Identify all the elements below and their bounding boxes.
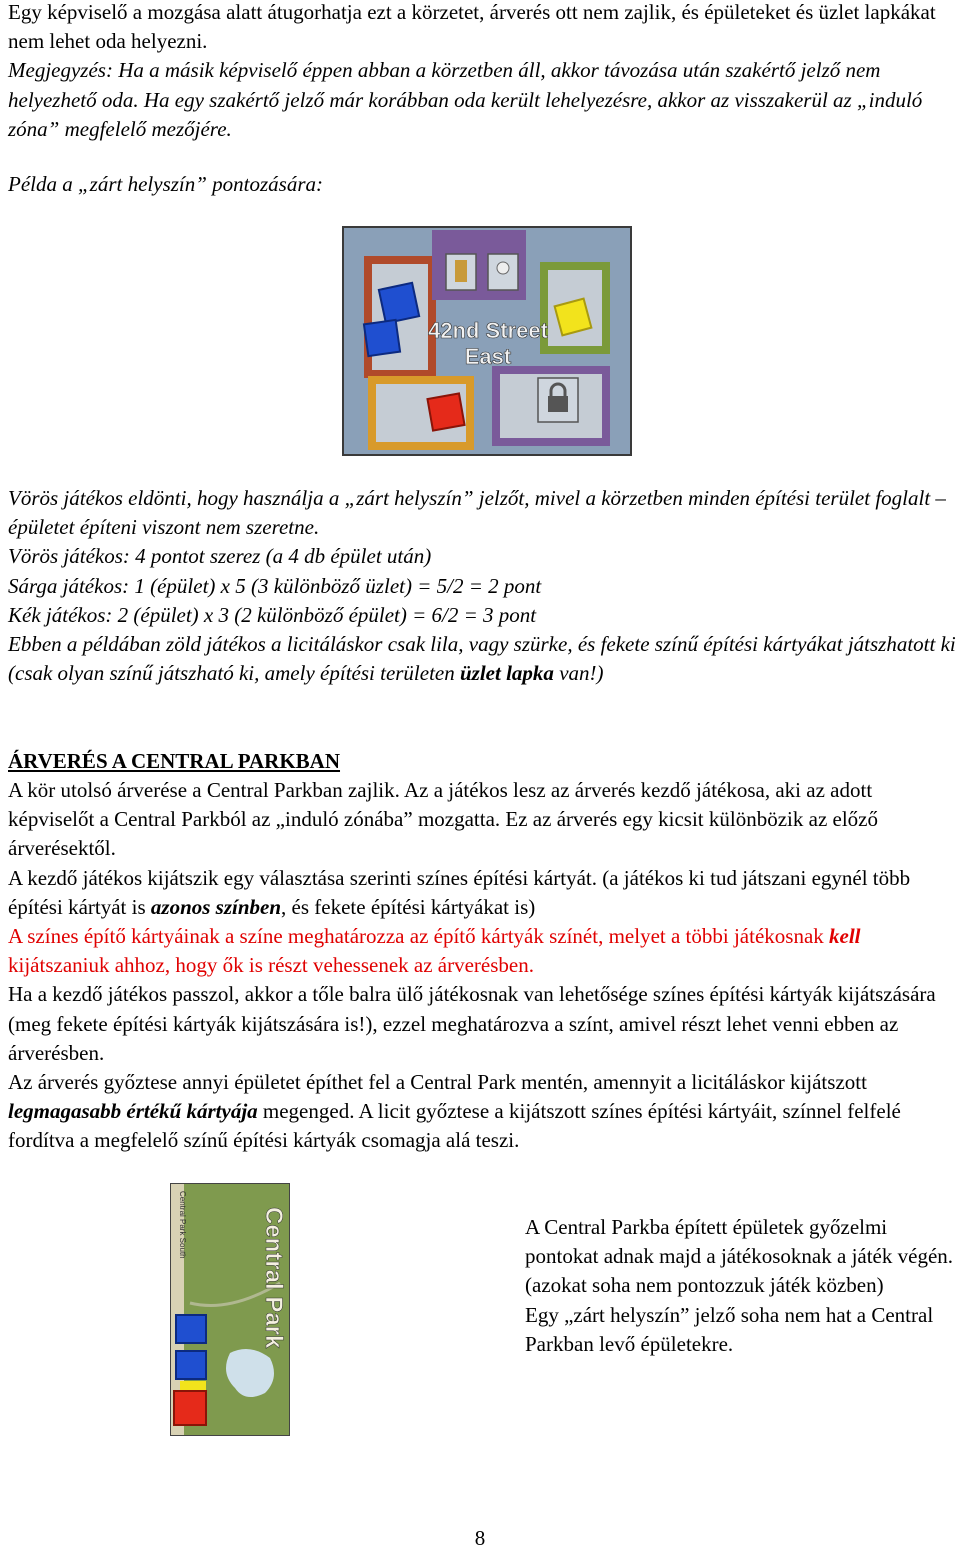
intro-note-paragraph: Megjegyzés: Ha a másik képviselő éppen abban a körzetben áll, akkor távozása után szakértő jelző nem helyezhető oda. Ha egy szakértő jelző már korábban oda került lehelyezésre, akkor az visszakerül az „induló zóna” megfelelő mezőjére. <box>8 58 923 141</box>
p3-end: kijátszaniuk ahhoz, hogy ők is részt vehessenek az árverésben. <box>8 953 534 978</box>
yellow-cube <box>555 299 592 336</box>
park-note-line-1: A Central Parkba épített épületek győzelmi pontokat adnak majd a játékosoknak a játék végén. <box>525 1215 954 1269</box>
closed-location-example-image <box>342 226 632 456</box>
park-red-cube <box>174 1391 206 1425</box>
park-note-line-2: (azokat soha nem pontozzuk játék közben) <box>525 1273 884 1298</box>
park-note-line-3: Egy „zárt helyszín” jelző soha nem hat a Central Parkban levő épületekre. <box>525 1302 934 1356</box>
blue-cube-1 <box>379 283 419 323</box>
blue-cube-2 <box>364 320 400 356</box>
street-name-line-1: 42nd Street <box>428 318 548 343</box>
intro-paragraph-1: Egy képviselő a mozgása alatt átugorhatja ezt a körzetet, árverés ott nem zajlik, és épületeket és üzlet lapkákat nem lehet oda helyezni. <box>8 0 936 54</box>
park-yellow-cube <box>180 1381 206 1391</box>
street-name-line-2: East <box>464 344 512 369</box>
p5-text: Az árverés győztese annyi épületet építhet fel a Central Park mentén, amennyit a licitáláskor kijátszott <box>8 1070 867 1095</box>
shop-tile-emphasis: üzlet lapka <box>460 661 554 686</box>
lock-icon <box>548 396 568 412</box>
example-line-1: Vörös játékos eldönti, hogy használja a „zárt helyszín” jelzőt, mivel a körzetben minden építési terület foglalt – épületet építeni viszont nem szeretne. <box>8 486 946 540</box>
park-blue-cube-2 <box>176 1351 206 1379</box>
section-paragraph-2 <box>8 864 953 922</box>
section-heading: ÁRVERÉS A CENTRAL PARKBAN <box>8 749 341 773</box>
example-closing-paragraph <box>8 630 958 688</box>
red-cube <box>427 393 464 430</box>
section-paragraph-5 <box>8 1068 953 1156</box>
p2-end: , és fekete építési kártyákat is) <box>281 894 536 919</box>
shop-icon-2 <box>497 262 509 274</box>
example-heading: Példa a „zárt helyszín” pontozására: <box>8 172 324 196</box>
central-park-note <box>525 1213 960 1359</box>
central-park-image <box>170 1183 290 1436</box>
same-color-emphasis: azonos színben <box>150 894 282 919</box>
intro-section <box>8 0 958 144</box>
p3-text: A színes építő kártyáinak a színe meghatározza az építő kártyák színét, melyet a többi játékosnak <box>8 924 830 949</box>
park-blue-cube-1 <box>176 1315 206 1343</box>
example-line-yellow-player: Sárga játékos: 1 (épület) x 5 (3 különböző üzlet) = 5/2 = 2 pont <box>8 573 542 598</box>
section-paragraph-4: Ha a kezdő játékos passzol, akkor a tőle balra ülő játékosnak van lehetősége színes építési kártyák kijátszására (meg fekete építési kártyák kijátszására is!), ezzel meghatározva a színt, amivel részt lehet venni ebben az árverésben. <box>8 982 936 1065</box>
central-park-section <box>8 776 953 1156</box>
example-closing-end: van!) <box>553 661 604 686</box>
example-closing-text: Ebben a példában zöld játékos a licitáláskor csak lila, vagy szürke, és fekete színű építési kártyákat játszhatott ki (csak olyan színű játszható ki, amely építési területen <box>8 632 956 686</box>
example-explanation <box>8 484 958 688</box>
park-label: Central Park <box>260 1207 287 1349</box>
section-paragraph-3-red <box>8 922 953 980</box>
highest-card-emphasis: legmagasabb értékű kártyája <box>8 1099 258 1124</box>
example-line-blue-player: Kék játékos: 2 (épület) x 3 (2 különböző épület) = 6/2 = 3 pont <box>8 602 537 627</box>
must-emphasis: kell <box>829 924 861 949</box>
shop-icon <box>455 260 467 282</box>
board-illustration <box>342 226 632 456</box>
park-side-label: Central Park South <box>178 1191 187 1259</box>
page-number: 8 <box>474 1526 486 1550</box>
p5-end: megenged. A licit győztese a kijátszott színes építési kártyáit, színnel felfelé fordítva a megfelelő színű építési kártyák csomagja alá teszi. <box>8 1099 901 1153</box>
p2-text: A kezdő játékos kijátszik egy választása szerinti színes építési kártyát. (a játékos ki tud játszani egynél több építési kártyát is <box>8 865 911 919</box>
park-illustration <box>170 1183 290 1436</box>
section-paragraph-1: A kör utolsó árverése a Central Parkban zajlik. Az a játékos lesz az árverés kezdő játékosa, aki az adott képviselőt a Central Parkból az „induló zónába” mozgatta. Ez az árverés egy kicsit különbözik az előző árverésektől. <box>8 778 878 861</box>
example-line-red-player: Vörös játékos: 4 pontot szerez (a 4 db épület után) <box>8 544 432 569</box>
